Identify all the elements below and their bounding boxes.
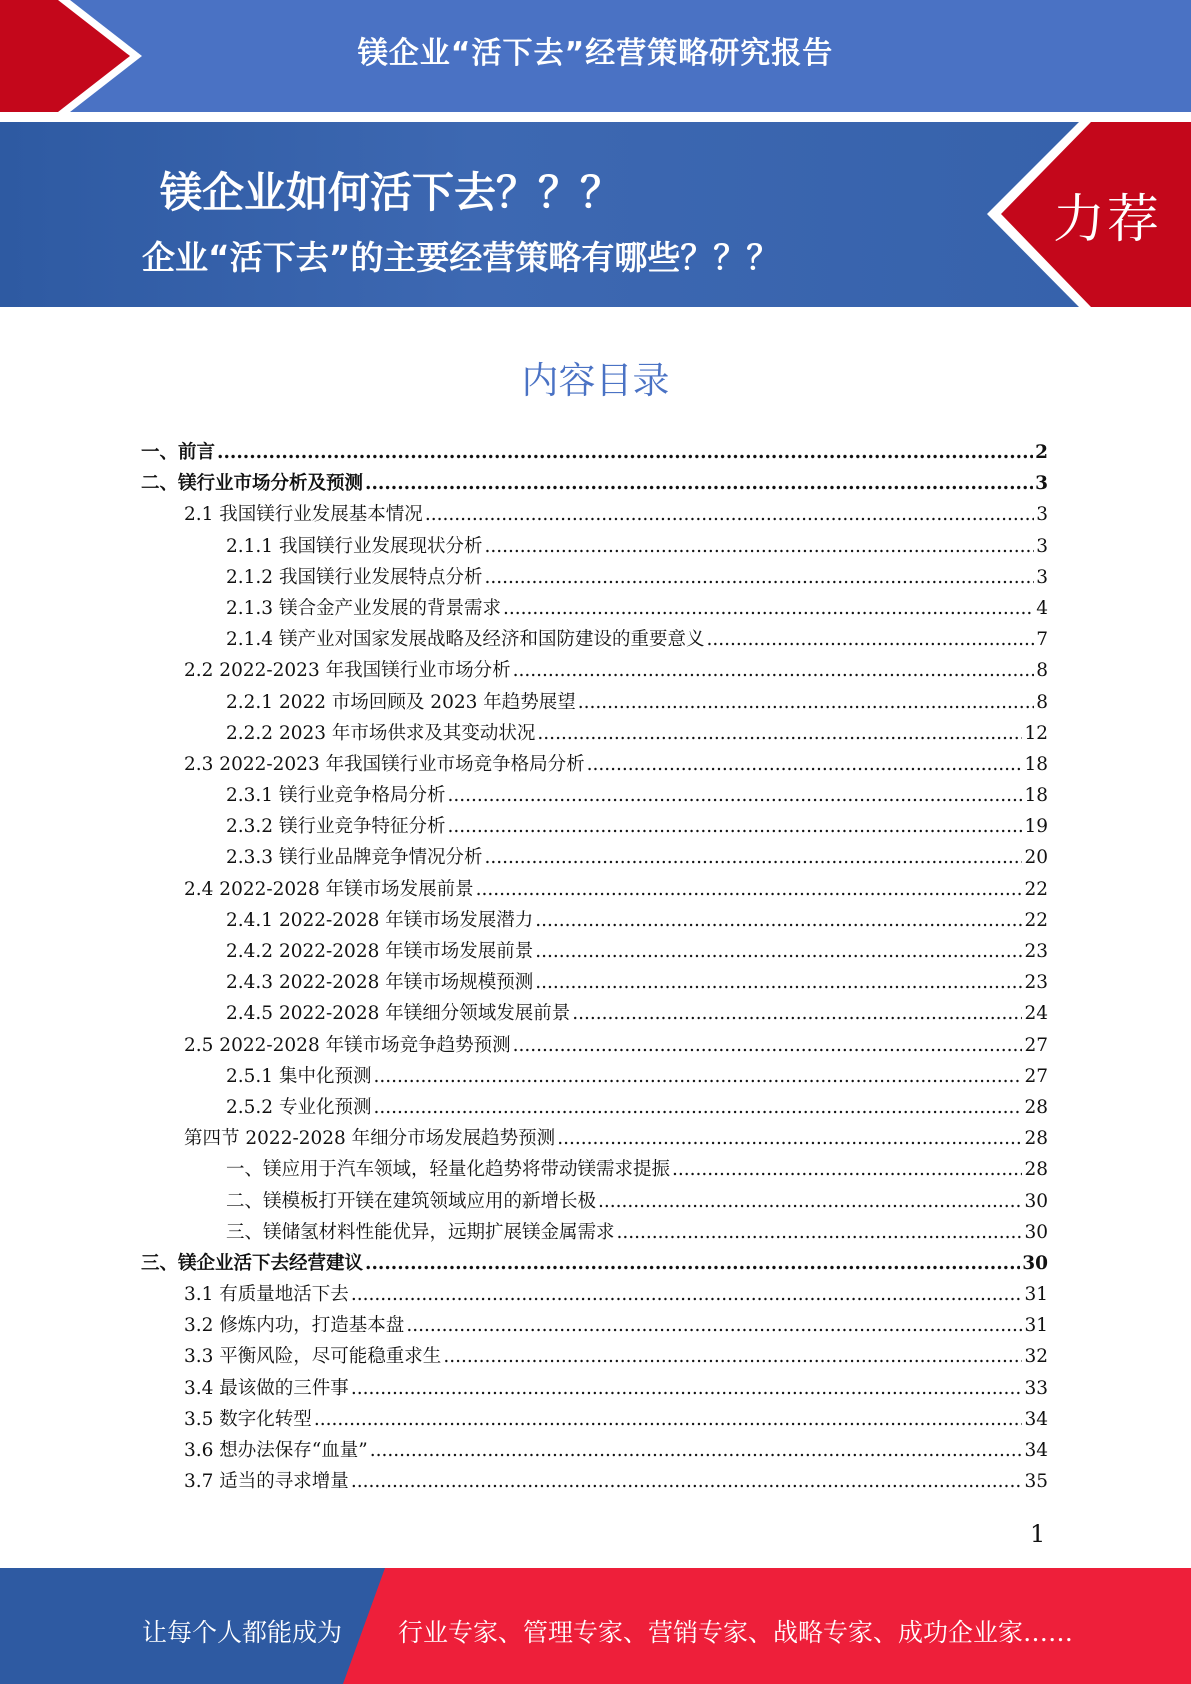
toc-entry-label: 2.3 2022-2023 年我国镁行业市场竞争格局分析 [184,753,585,775]
page-number: 1 [1030,1520,1046,1548]
toc-entry-label: 3.6 想办法保存“血量” [184,1440,368,1461]
toc-entry-page: 24 [1024,1003,1048,1025]
toc-entry-label: 3.2 修炼内功，打造基本盘 [184,1315,405,1337]
toc-dot-leader [217,442,1033,463]
toc-entry-page: 18 [1024,785,1048,807]
toc-title: 内容目录 [521,359,670,402]
toc-entry-label: 2.2.1 2022 市场回顾及 2023 年趋势展望 [226,691,576,713]
toc-entry-page: 34 [1024,1440,1048,1461]
toc-entry-page: 3 [1036,535,1048,557]
toc-entry[interactable] [141,438,1048,469]
toc-dot-leader [513,660,1035,681]
banner-subheadline: 企业“活下去”的主要经营策略有哪些？？？ [142,238,780,277]
toc-entry-page: 27 [1024,1034,1048,1056]
toc-entry-page: 18 [1024,753,1048,775]
toc-dot-leader [503,598,1034,619]
toc-entry-label: 3.1 有质量地活下去 [184,1284,349,1306]
toc-entry-label: 2.3.1 镁行业竞争格局分析 [226,785,446,807]
toc-entry[interactable] [141,875,1048,906]
toc-entry-label: 二、镁模板打开镁在建筑领域应用的新增长极 [226,1190,597,1212]
table-of-contents [141,438,1048,1498]
toc-dot-leader [572,1003,1022,1024]
toc-entry-label: 2.4.2 2022-2028 年镁市场发展前景 [226,941,534,962]
toc-entry[interactable] [141,812,1048,843]
toc-entry[interactable] [141,1374,1048,1405]
toc-entry-label: 3.5 数字化转型 [184,1408,312,1430]
toc-entry-label: 2.1.2 我国镁行业发展特点分析 [226,566,483,588]
toc-dot-leader [706,629,1034,650]
toc-dot-leader [513,1035,1023,1056]
toc-entry[interactable] [141,1436,1048,1467]
toc-entry[interactable] [141,719,1048,750]
toc-entry[interactable] [141,563,1048,594]
toc-entry-page: 20 [1024,847,1048,869]
toc-entry-label: 三、镁企业活下去经营建议 [141,1252,364,1274]
toc-entry-label: 一、镁应用于汽车领域，轻量化趋势将带动镁需求提振 [226,1159,671,1181]
toc-entry-label: 2.2 2022-2023 年我国镁行业市场分析 [184,660,511,682]
footer-slogan-right: 行业专家、管理专家、营销专家、战略专家、成功企业家…… [398,1618,1074,1647]
toc-entry[interactable] [141,1311,1048,1342]
toc-entry-page: 3 [1035,473,1048,495]
top-header-bar [0,0,1191,112]
toc-dot-leader [351,1471,1023,1492]
toc-dot-leader [535,941,1022,962]
toc-dot-leader [406,1315,1022,1336]
toc-entry[interactable] [141,781,1048,812]
toc-entry-label: 2.4.1 2022-2028 年镁市场发展潜力 [226,909,534,931]
toc-entry-label: 3.4 最该做的三件事 [184,1377,349,1399]
toc-entry-page: 2 [1035,442,1048,463]
toc-entry-label: 2.1.3 镁合金产业发展的背景需求 [226,597,501,619]
toc-dot-leader [535,972,1022,993]
toc-entry[interactable] [141,625,1048,656]
toc-entry-page: 28 [1024,1128,1048,1150]
toc-dot-leader [365,1253,1020,1274]
toc-dot-leader [587,754,1023,775]
toc-dot-leader [351,1378,1023,1399]
toc-entry[interactable] [141,1031,1048,1062]
toc-entry[interactable] [141,469,1048,500]
toc-entry-page: 34 [1024,1408,1048,1430]
footer-slogan-left: 让每个人都能成为 [142,1618,343,1647]
toc-entry-label: 2.1.1 我国镁行业发展现状分析 [226,535,483,557]
toc-entry-page: 31 [1024,1284,1048,1306]
toc-dot-leader [447,816,1022,837]
toc-entry[interactable] [141,1249,1048,1280]
toc-entry-page: 30 [1022,1252,1048,1274]
toc-entry[interactable] [141,843,1048,874]
toc-entry-label: 2.1 我国镁行业发展基本情况 [184,504,423,526]
toc-entry-page: 28 [1024,1159,1048,1181]
toc-dot-leader [443,1346,1022,1367]
toc-entry[interactable] [141,1467,1048,1498]
toc-dot-leader [370,1440,1023,1461]
toc-dot-leader [617,1222,1023,1243]
toc-entry[interactable] [141,656,1048,687]
toc-entry-page: 31 [1024,1315,1048,1337]
toc-entry-page: 33 [1024,1377,1048,1399]
toc-entry-page: 28 [1024,1096,1048,1118]
toc-dot-leader [672,1159,1022,1180]
toc-entry-page: 3 [1036,566,1048,588]
toc-entry-page: 22 [1024,878,1048,900]
toc-dot-leader [484,567,1034,588]
toc-dot-leader [484,847,1022,868]
toc-entry[interactable] [141,1280,1048,1311]
toc-entry-label: 二、镁行业市场分析及预测 [141,473,364,495]
toc-entry-label: 2.5.2 专业化预测 [226,1096,372,1118]
toc-entry[interactable] [141,688,1048,719]
toc-entry[interactable] [141,1218,1048,1249]
toc-entry[interactable] [141,937,1048,968]
toc-entry-page: 35 [1024,1471,1048,1493]
toc-entry-page: 22 [1024,909,1048,931]
toc-entry-page: 23 [1024,941,1048,962]
toc-entry[interactable] [141,594,1048,625]
toc-entry[interactable] [141,906,1048,937]
toc-dot-leader [578,692,1034,713]
toc-entry[interactable] [141,500,1048,531]
banner-headline: 镁企业如何活下去？？？ [160,168,623,217]
toc-entry-label: 2.4.5 2022-2028 年镁细分领域发展前景 [226,1003,571,1025]
toc-entry-label: 一、前言 [141,442,216,463]
toc-entry-page: 4 [1036,597,1048,619]
hero-banner [0,122,1191,307]
toc-entry-label: 2.4 2022-2028 年镁市场发展前景 [184,878,474,900]
toc-dot-leader [537,723,1022,744]
toc-dot-leader [447,785,1022,806]
recommend-tag: 力荐 [1052,190,1161,250]
toc-entry[interactable] [141,750,1048,781]
toc-entry[interactable] [141,1155,1048,1186]
toc-entry[interactable] [141,968,1048,999]
toc-entry-label: 3.7 适当的寻求增量 [184,1471,349,1493]
toc-entry-page: 23 [1024,972,1048,994]
toc-entry-page: 27 [1024,1065,1048,1087]
toc-entry-label: 2.1.4 镁产业对国家发展战略及经济和国防建设的重要意义 [226,629,705,651]
toc-entry-label: 2.3.2 镁行业竞争特征分析 [226,816,446,838]
toc-entry-page: 19 [1024,816,1048,838]
toc-entry[interactable] [141,532,1048,563]
toc-entry-label: 第四节 2022-2028 年细分市场发展趋势预测 [184,1128,556,1150]
toc-dot-leader [425,504,1034,525]
toc-entry-page: 12 [1024,722,1048,744]
toc-entry-page: 32 [1024,1346,1048,1368]
toc-dot-leader [476,879,1023,900]
toc-entry-label: 2.5.1 集中化预测 [226,1065,372,1087]
toc-entry-label: 三、镁储氢材料性能优异，远期扩展镁金属需求 [226,1221,615,1243]
toc-entry-label: 2.4.3 2022-2028 年镁市场规模预测 [226,972,534,994]
toc-dot-leader [535,910,1022,931]
toc-entry-page: 8 [1036,660,1048,682]
toc-entry-page: 3 [1036,504,1048,526]
toc-dot-leader [373,1066,1022,1087]
toc-entry-label: 2.3.3 镁行业品牌竞争情况分析 [226,847,483,869]
report-title: 镁企业“活下去”经营策略研究报告 [357,36,834,71]
toc-dot-leader [557,1128,1022,1149]
toc-entry[interactable] [141,1093,1048,1124]
toc-entry[interactable] [141,999,1048,1030]
toc-entry-label: 2.5 2022-2028 年镁市场竞争趋势预测 [184,1034,511,1056]
toc-entry[interactable] [141,1062,1048,1093]
toc-entry-page: 7 [1036,629,1048,651]
toc-entry-label: 2.2.2 2023 年市场供求及其变动状况 [226,722,536,744]
toc-dot-leader [314,1409,1023,1430]
toc-entry[interactable] [141,1342,1048,1373]
toc-entry[interactable] [141,1124,1048,1155]
toc-entry-page: 8 [1036,691,1048,713]
toc-dot-leader [484,536,1034,557]
toc-dot-leader [351,1284,1023,1305]
toc-entry-page: 30 [1024,1221,1048,1243]
toc-entry[interactable] [141,1187,1048,1218]
toc-entry[interactable] [141,1405,1048,1436]
toc-dot-leader [365,473,1033,494]
toc-dot-leader [598,1191,1022,1212]
toc-entry-label: 3.3 平衡风险，尽可能稳重求生 [184,1346,442,1368]
toc-entry-page: 30 [1024,1190,1048,1212]
toc-dot-leader [373,1097,1022,1118]
